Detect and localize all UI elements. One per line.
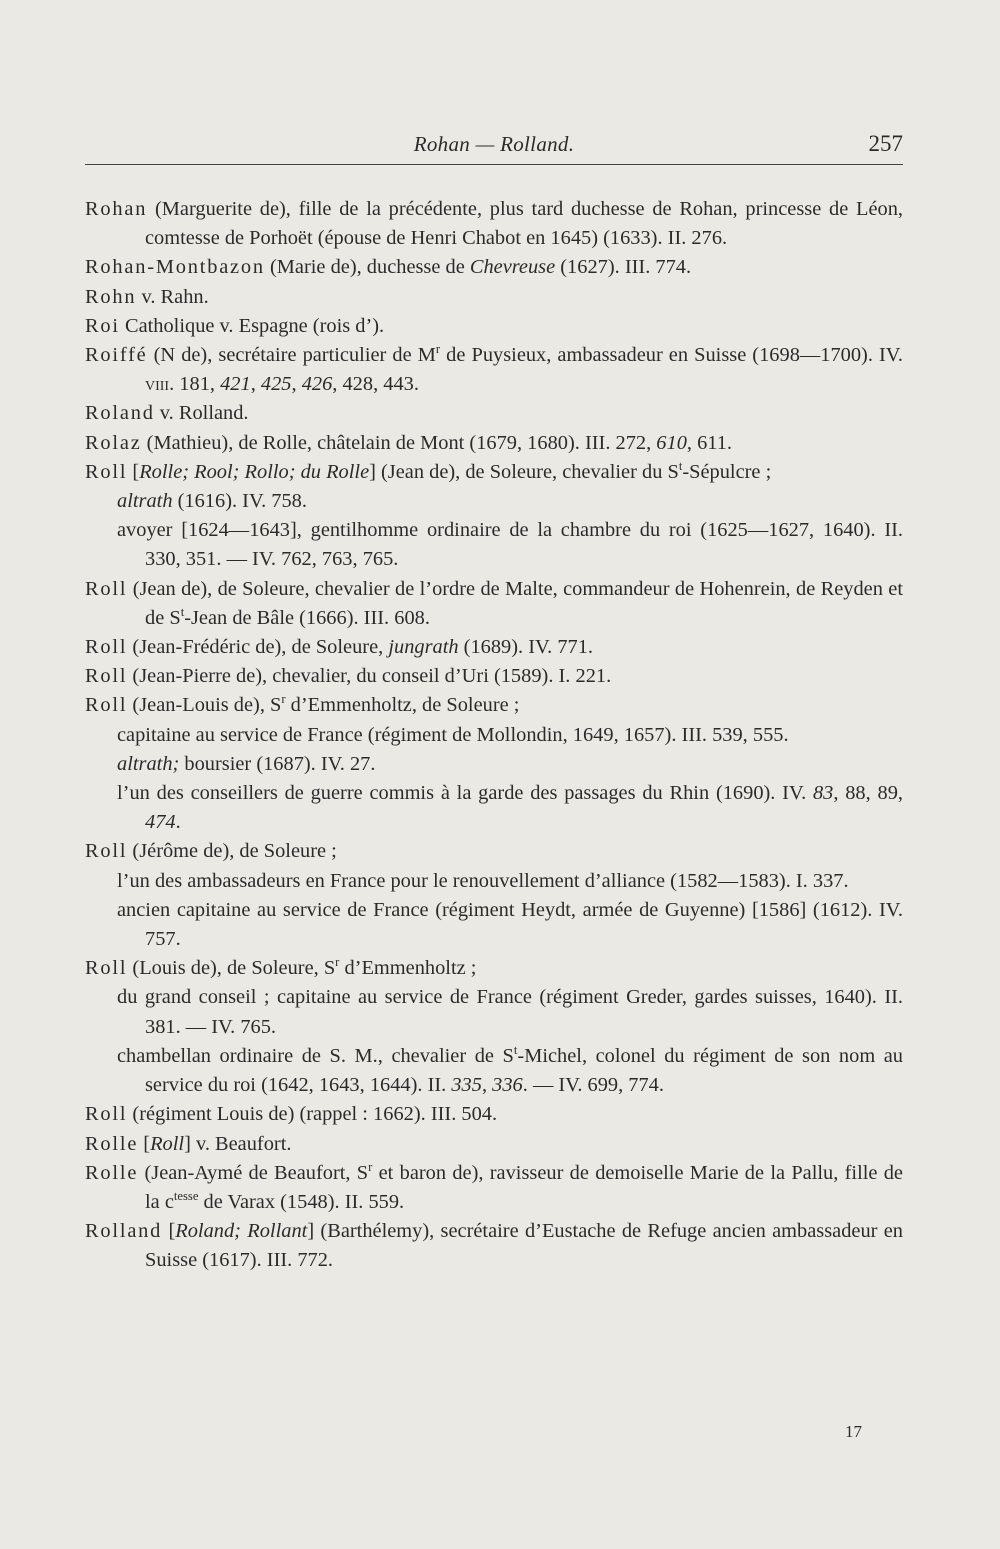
entry-text: ] (Jean de), de Soleure, chevalier du S [369, 460, 679, 483]
entry-headword: Rolaz [85, 431, 142, 454]
italic-text: altrath [117, 490, 173, 513]
index-entry [85, 253, 903, 282]
entry-text: et baron de), ravisseur de demoiselle Marie de la Pallu, fille de la c [145, 1161, 903, 1213]
entry-text: (Louis de), de Soleure, S [127, 957, 336, 980]
index-entry [85, 1130, 903, 1159]
index-entry [85, 429, 903, 458]
entry-text: (Mathieu), de Rolle, châtelain de Mont (1679, 1680). III. 272, [141, 431, 657, 454]
italic-text: Roland; Rollant [175, 1220, 308, 1243]
entry-text: , 611. [686, 431, 733, 454]
superscript: t [180, 605, 185, 620]
entry-headword: Roll [85, 460, 128, 483]
italic-text: Rolle; Rool; Rollo; du Rolle [139, 460, 370, 483]
entry-text: v. Rolland. [154, 402, 249, 425]
entry-text: du grand conseil ; capitaine au service de France (régiment Greder, gardes suisses, 1640). II. 381. — IV. 765. [117, 986, 903, 1038]
entry-text: [ [127, 460, 140, 483]
index-subentry [85, 1042, 903, 1100]
entry-headword: Roiffé [85, 344, 148, 367]
signature-mark: 17 [845, 1422, 862, 1441]
entry-headword: Roi [85, 314, 120, 337]
entry-headword: Rolle [85, 1161, 139, 1184]
entry-text: (Jean-Louis de), S [127, 694, 282, 717]
entry-text: -Sépulcre ; [682, 460, 772, 483]
entry-text: Catholique v. Espagne (rois d’). [119, 314, 385, 337]
index-entry [85, 458, 903, 487]
entry-text: de Varax (1548). II. 559. [198, 1190, 405, 1213]
entry-headword: Roll [85, 840, 128, 863]
entry-text: l’un des conseillers de guerre commis à la garde des passages du Rhin (1690). IV. [117, 782, 813, 805]
entry-text: ancien capitaine au service de France (régiment Heydt, armée de Guyenne) [1586] (1612). IV. 757. [117, 898, 903, 951]
entry-text: v. Rahn. [136, 285, 209, 308]
index-entry [85, 575, 903, 633]
index-entry [85, 283, 903, 312]
entry-text: -Jean de Bâle (1666). III. 608. [184, 606, 430, 629]
entry-headword: Rolland [85, 1220, 163, 1243]
superscript: r [281, 692, 286, 707]
page-number: 257 [868, 131, 903, 156]
entry-headword: Rolle [85, 1132, 139, 1155]
index-entry [85, 341, 903, 399]
entry-text: , [481, 1074, 493, 1097]
entry-text: , [291, 373, 302, 396]
entry-text: ] (Barthélemy), secrétaire d’Eustache de Refuge ancien ambassadeur en Suisse (1617). III. 772. [145, 1220, 903, 1272]
italic-text: Chevreuse [469, 256, 556, 279]
italic-text: 425 [260, 373, 292, 396]
page-header [85, 128, 903, 165]
superscript: t [513, 1043, 518, 1058]
index-entry [85, 1159, 903, 1217]
entry-text: (Jean-Frédéric de), de Soleure, [127, 636, 389, 659]
entry-headword: Roll [85, 1103, 128, 1126]
entry-text: . — IV. 699, 774. [522, 1074, 664, 1097]
index-subentry [85, 867, 903, 896]
italic-text: 474 [145, 811, 176, 834]
italic-text: altrath; [117, 752, 180, 775]
index-subentry [85, 487, 903, 516]
entry-headword: Rohan-Montbazon [85, 256, 265, 279]
index-subentry [85, 721, 903, 750]
entry-text: ] v. Beaufort. [184, 1132, 292, 1155]
entry-headword: Rohan [85, 198, 148, 220]
entry-text: (1627). III. 774. [555, 256, 692, 279]
entry-headword: Roll [85, 694, 128, 717]
entry-headword: Roland [85, 402, 155, 425]
italic-text: 610 [656, 431, 687, 454]
entry-text: [ [138, 1132, 151, 1155]
superscript: t [678, 459, 683, 474]
index-entry [85, 399, 903, 428]
entry-headword: Roll [85, 577, 128, 600]
entry-text: de Puysieux, ambassadeur en Suisse (1698—1700). IV. [440, 344, 903, 367]
entry-headword: Rohn [85, 285, 137, 308]
superscript: r [335, 955, 340, 970]
entry-text: -Michel, colonel du régiment de son nom au service du roi (1642, 1643, 1644). II. [145, 1044, 903, 1097]
entry-text: viii [145, 373, 170, 396]
index-entry [85, 195, 903, 253]
index-entry [85, 633, 903, 662]
index-subentry [85, 896, 903, 954]
entry-text: , [250, 373, 261, 396]
entry-text: d’Emmenholtz, de Soleure ; [285, 694, 520, 717]
italic-text: 335 [451, 1074, 482, 1097]
entry-text: [ [162, 1220, 176, 1243]
entry-text: l’un des ambassadeurs en France pour le renouvellement d’alliance (1582—1583). I. 337. [117, 869, 849, 892]
superscript: r [435, 342, 441, 357]
entry-headword: Roll [85, 957, 128, 980]
entry-text: (N de), secrétaire particulier de M [147, 344, 436, 367]
entry-text: (Jean-Aymé de Beaufort, S [138, 1161, 369, 1184]
index-subentry [85, 983, 903, 1041]
index-entries [85, 195, 903, 1276]
superscript: tesse [173, 1189, 199, 1204]
entry-text: , 88, 89, [833, 782, 903, 805]
index-entry [85, 1100, 903, 1129]
entry-text: chambellan ordinaire de S. M., chevalier de S [117, 1044, 514, 1067]
entry-text: (Jérôme de), de Soleure ; [127, 840, 337, 863]
entry-text: . [175, 811, 181, 834]
superscript: r [368, 1159, 373, 1174]
index-entry [85, 312, 903, 341]
index-entry [85, 954, 903, 983]
entry-text: d’Emmenholtz ; [339, 957, 477, 980]
index-subentry [85, 779, 903, 837]
entry-text: (Marguerite de), fille de la précédente, plus tard duchesse de Rohan, princesse de Léon, comtesse de Porhoët (épouse de Henri Chabot en 1645) (1633). II. 276. [145, 198, 903, 250]
italic-text: jungrath [388, 636, 459, 659]
entry-text: (1616). IV. 758. [172, 490, 307, 513]
italic-text: Roll [150, 1132, 185, 1155]
index-entry [85, 662, 903, 691]
index-subentry [85, 750, 903, 779]
index-subentry [85, 516, 903, 574]
entry-text: (régiment Louis de) (rappel : 1662). III. 504. [127, 1103, 498, 1126]
running-title: Rohan — Rolland. [413, 132, 575, 156]
italic-text: 426 [301, 373, 333, 396]
entry-text: (Jean-Pierre de), chevalier, du conseil d’Uri (1589). I. 221. [127, 665, 612, 688]
entry-text: . 181, [169, 373, 221, 396]
index-entry [85, 691, 903, 720]
italic-text: 83 [812, 782, 834, 805]
entry-text: (1689). IV. 771. [458, 636, 593, 659]
entry-text: , 428, 443. [332, 373, 419, 396]
index-entry [85, 1217, 903, 1275]
entry-text: capitaine au service de France (régiment de Mollondin, 1649, 1657). III. 539, 555. [117, 723, 789, 746]
entry-headword: Roll [85, 665, 128, 688]
index-entry [85, 837, 903, 866]
entry-headword: Roll [85, 636, 128, 659]
italic-text: 336 [492, 1074, 523, 1097]
entry-text: (Jean de), de Soleure, chevalier de l’ordre de Malte, commandeur de Hohenrein, de Reyden et de S [127, 577, 903, 629]
italic-text: 421 [220, 373, 251, 396]
entry-text: (Marie de), duchesse de [264, 256, 470, 279]
entry-text: avoyer [1624—1643], gentilhomme ordinaire de la chambre du roi (1625—1627, 1640). II. 330, 351. — IV. 762, 763, 765. [117, 519, 903, 571]
entry-text: boursier (1687). IV. 27. [179, 752, 376, 775]
